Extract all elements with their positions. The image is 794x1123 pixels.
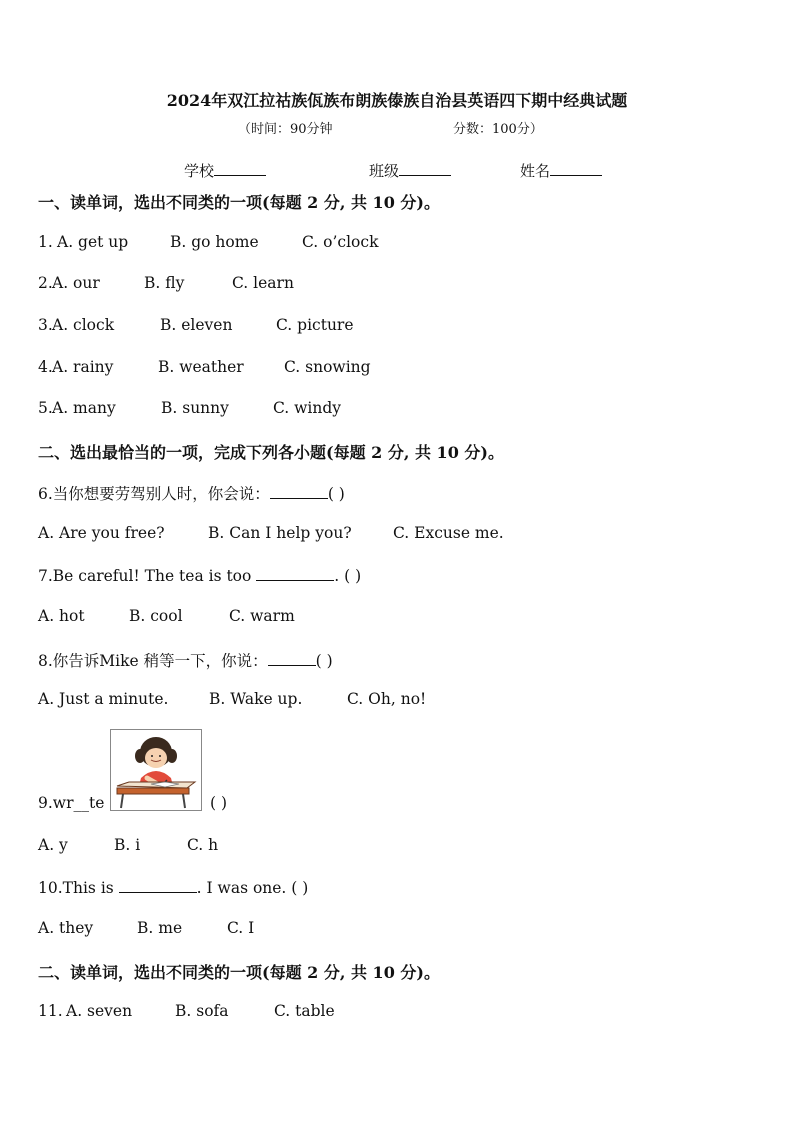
question-number: 11. (38, 1002, 63, 1020)
question-number: 2. (38, 274, 53, 292)
question-number: 4. (38, 358, 53, 376)
question-number: 1. (38, 233, 53, 251)
q5-option-a[interactable]: A. many (52, 399, 116, 417)
class-field[interactable] (369, 160, 451, 181)
question-number: 10. (38, 879, 63, 897)
answer-bracket: . ( ) (334, 567, 362, 585)
answer-bracket: ( ) (327, 485, 345, 503)
q4-option-c[interactable]: C. snowing (284, 358, 371, 376)
q9-option-b[interactable]: B. i (114, 836, 141, 854)
question-prompt: wr__te (52, 794, 105, 812)
q5-option-b[interactable]: B. sunny (161, 399, 229, 417)
question-prompt: This is (62, 879, 119, 897)
class-blank[interactable] (399, 161, 451, 176)
q8-option-c[interactable]: C. Oh, no! (347, 690, 427, 708)
question-prompt: 当你想要劳驾别人时，你会说： (52, 485, 270, 503)
q3-option-b[interactable]: B. eleven (160, 316, 233, 334)
q3-option-a[interactable]: A. clock (52, 316, 115, 334)
q7-option-c[interactable]: C. warm (229, 607, 295, 625)
answer-blank[interactable] (119, 878, 197, 893)
q2-option-c[interactable]: C. learn (232, 274, 294, 292)
question-3 (38, 316, 53, 334)
exam-time: （时间：90分钟 (238, 122, 333, 137)
q9-option-a[interactable]: A. y (38, 836, 68, 854)
q10-option-b[interactable]: B. me (137, 919, 183, 937)
girl-writing-picture (110, 729, 202, 811)
name-field[interactable] (520, 160, 602, 181)
school-blank[interactable] (214, 161, 266, 176)
question-10 (38, 878, 308, 897)
section-2-heading: 二、选出最恰当的一项，完成下列各小题(每题 2 分, 共 10 分)。 (38, 443, 504, 462)
q10-option-c[interactable]: C. I (227, 919, 255, 937)
q4-option-b[interactable]: B. weather (158, 358, 244, 376)
q1-option-a[interactable]: A. get up (57, 233, 129, 251)
q11-option-c[interactable]: C. table (274, 1002, 335, 1020)
answer-blank[interactable] (270, 484, 328, 499)
question-number: 7. (38, 567, 53, 585)
q1-option-c[interactable]: C. o’clock (302, 233, 379, 251)
exam-score: 分数：100分） (453, 122, 543, 137)
school-field[interactable] (184, 160, 266, 181)
answer-bracket: ( ) (315, 652, 333, 670)
answer-blank[interactable] (268, 651, 316, 666)
q1-option-b[interactable]: B. go home (170, 233, 259, 251)
q11-option-b[interactable]: B. sofa (175, 1002, 229, 1020)
question-7 (38, 566, 361, 585)
q8-option-b[interactable]: B. Wake up. (209, 690, 303, 708)
q7-option-b[interactable]: B. cool (129, 607, 183, 625)
q3-option-c[interactable]: C. picture (276, 316, 354, 334)
question-9 (38, 794, 104, 812)
answer-bracket: ( ) (210, 794, 228, 812)
name-label: 姓名 (520, 162, 551, 180)
question-number: 3. (38, 316, 53, 334)
answer-blank[interactable] (256, 566, 334, 581)
question-number: 6. (38, 485, 53, 503)
question-number: 5. (38, 399, 53, 417)
school-label: 学校 (184, 162, 215, 180)
page-title: 2024年双江拉祜族佤族布朗族傣族自治县英语四下期中经典试题 (166, 91, 628, 110)
question-1 (38, 233, 53, 251)
question-5 (38, 399, 53, 417)
question-11 (38, 1002, 63, 1020)
q11-option-a[interactable]: A. seven (66, 1002, 133, 1020)
question-number: 8. (38, 652, 53, 670)
q2-option-a[interactable]: A. our (52, 274, 100, 292)
answer-bracket: . I was one. ( ) (196, 879, 309, 897)
class-label: 班级 (369, 162, 400, 180)
q7-option-a[interactable]: A. hot (38, 607, 85, 625)
q5-option-c[interactable]: C. windy (273, 399, 342, 417)
name-blank[interactable] (550, 161, 602, 176)
q6-option-a[interactable]: A. Are you free? (38, 524, 165, 542)
question-4 (38, 358, 53, 376)
question-prompt: 你告诉Mike 稍等一下，你说： (52, 652, 268, 670)
question-number: 9. (38, 794, 53, 812)
q8-option-a[interactable]: A. Just a minute. (38, 690, 169, 708)
question-6 (38, 482, 345, 504)
q2-option-b[interactable]: B. fly (144, 274, 185, 292)
q6-option-b[interactable]: B. Can I help you? (208, 524, 352, 542)
q6-option-c[interactable]: C. Excuse me. (393, 524, 504, 542)
q4-option-a[interactable]: A. rainy (52, 358, 114, 376)
q10-option-a[interactable]: A. they (38, 919, 94, 937)
question-8 (38, 649, 333, 671)
question-prompt: Be careful! The tea is too (52, 567, 257, 585)
question-2 (38, 274, 53, 292)
girl-writing-icon (111, 730, 201, 810)
section-3-heading: 二、读单词，选出不同类的一项(每题 2 分, 共 10 分)。 (38, 963, 440, 982)
q9-option-c[interactable]: C. h (187, 836, 219, 854)
section-1-heading: 一、读单词，选出不同类的一项(每题 2 分, 共 10 分)。 (38, 193, 440, 212)
